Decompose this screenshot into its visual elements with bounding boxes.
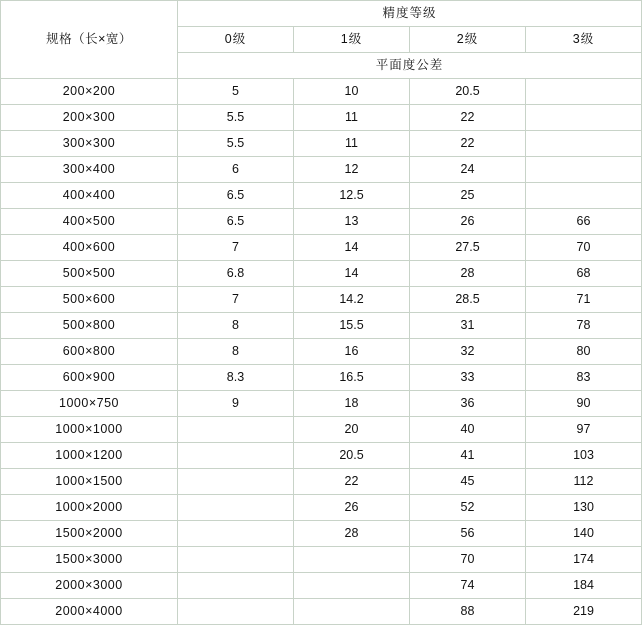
cell-grade-0: 6.5 [178,183,294,209]
cell-grade-0 [178,521,294,547]
cell-spec: 1500×2000 [1,521,178,547]
cell-spec: 400×400 [1,183,178,209]
header-cell-accuracy-grade: 精度等级 [178,1,642,27]
cell-grade-0 [178,469,294,495]
cell-grade-3: 103 [526,443,642,469]
cell-grade-0 [178,443,294,469]
cell-grade-0 [178,417,294,443]
cell-grade-1 [294,573,410,599]
cell-grade-1 [294,599,410,625]
cell-grade-3: 112 [526,469,642,495]
table-row [1,261,642,287]
cell-grade-3: 184 [526,573,642,599]
cell-grade-1: 12.5 [294,183,410,209]
cell-grade-0: 5 [178,79,294,105]
cell-grade-2: 32 [410,339,526,365]
cell-grade-2: 31 [410,313,526,339]
cell-spec: 2000×4000 [1,599,178,625]
cell-grade-0: 8 [178,313,294,339]
cell-grade-3: 219 [526,599,642,625]
header-cell-grade-3: 3级 [526,27,642,53]
cell-grade-1: 18 [294,391,410,417]
cell-grade-2: 40 [410,417,526,443]
cell-spec: 200×200 [1,79,178,105]
cell-grade-0: 5.5 [178,131,294,157]
table-row [1,209,642,235]
cell-grade-1: 13 [294,209,410,235]
cell-grade-2: 27.5 [410,235,526,261]
header-cell-grade-2: 2级 [410,27,526,53]
cell-spec: 400×500 [1,209,178,235]
table-row [1,469,642,495]
cell-grade-3: 78 [526,313,642,339]
table-header-row-accuracy [1,1,642,27]
cell-spec: 1000×750 [1,391,178,417]
cell-grade-3 [526,105,642,131]
cell-spec: 1500×3000 [1,547,178,573]
cell-spec: 500×600 [1,287,178,313]
table-row [1,105,642,131]
cell-grade-0 [178,599,294,625]
table-row [1,287,642,313]
cell-spec: 2000×3000 [1,573,178,599]
cell-grade-0: 8.3 [178,365,294,391]
cell-grade-3: 68 [526,261,642,287]
cell-grade-1: 20.5 [294,443,410,469]
cell-grade-0 [178,547,294,573]
table-row [1,573,642,599]
cell-grade-3: 66 [526,209,642,235]
table-row [1,79,642,105]
cell-grade-3 [526,79,642,105]
cell-grade-2: 36 [410,391,526,417]
header-cell-spec: 规格（长×宽） [1,1,178,79]
cell-grade-1 [294,547,410,573]
cell-grade-1: 11 [294,131,410,157]
cell-grade-0: 7 [178,235,294,261]
cell-grade-1: 10 [294,79,410,105]
cell-grade-1: 14.2 [294,287,410,313]
cell-grade-1: 22 [294,469,410,495]
cell-grade-2: 22 [410,105,526,131]
cell-grade-3: 174 [526,547,642,573]
cell-grade-0: 6.5 [178,209,294,235]
cell-grade-1: 12 [294,157,410,183]
cell-grade-3: 71 [526,287,642,313]
cell-grade-2: 52 [410,495,526,521]
table-row [1,495,642,521]
cell-grade-2: 56 [410,521,526,547]
header-cell-flatness-tolerance: 平面度公差 [178,53,642,79]
cell-spec: 600×800 [1,339,178,365]
cell-grade-1: 11 [294,105,410,131]
table-body [1,1,642,625]
cell-grade-0: 7 [178,287,294,313]
cell-grade-0: 8 [178,339,294,365]
cell-spec: 500×800 [1,313,178,339]
cell-grade-2: 22 [410,131,526,157]
cell-grade-1: 16 [294,339,410,365]
cell-grade-0: 9 [178,391,294,417]
cell-grade-2: 25 [410,183,526,209]
table-row [1,235,642,261]
table-row [1,183,642,209]
cell-grade-1: 26 [294,495,410,521]
cell-grade-3: 130 [526,495,642,521]
cell-grade-2: 33 [410,365,526,391]
cell-grade-1: 14 [294,261,410,287]
cell-grade-2: 41 [410,443,526,469]
cell-spec: 200×300 [1,105,178,131]
table-row [1,339,642,365]
cell-grade-3: 80 [526,339,642,365]
cell-grade-3: 90 [526,391,642,417]
cell-grade-2: 88 [410,599,526,625]
cell-grade-2: 24 [410,157,526,183]
cell-grade-2: 28.5 [410,287,526,313]
table-row [1,547,642,573]
cell-grade-2: 20.5 [410,79,526,105]
cell-spec: 300×300 [1,131,178,157]
table-row [1,417,642,443]
cell-grade-3 [526,157,642,183]
cell-grade-2: 28 [410,261,526,287]
cell-grade-1: 14 [294,235,410,261]
header-cell-grade-1: 1级 [294,27,410,53]
cell-grade-3: 70 [526,235,642,261]
cell-spec: 1000×1000 [1,417,178,443]
cell-grade-2: 70 [410,547,526,573]
table-row [1,157,642,183]
cell-grade-3: 97 [526,417,642,443]
cell-grade-0 [178,495,294,521]
cell-spec: 1000×1200 [1,443,178,469]
table-row [1,443,642,469]
table-row [1,599,642,625]
table-row [1,313,642,339]
cell-spec: 400×600 [1,235,178,261]
header-cell-grade-0: 0级 [178,27,294,53]
table-row [1,365,642,391]
cell-spec: 1000×1500 [1,469,178,495]
cell-grade-0: 5.5 [178,105,294,131]
cell-spec: 1000×2000 [1,495,178,521]
cell-grade-3: 140 [526,521,642,547]
cell-spec: 500×500 [1,261,178,287]
table-row [1,131,642,157]
cell-spec: 600×900 [1,365,178,391]
cell-grade-1: 28 [294,521,410,547]
cell-grade-1: 16.5 [294,365,410,391]
cell-spec: 300×400 [1,157,178,183]
table-row [1,521,642,547]
cell-grade-1: 15.5 [294,313,410,339]
cell-grade-1: 20 [294,417,410,443]
cell-grade-0: 6 [178,157,294,183]
table-row [1,391,642,417]
cell-grade-0 [178,573,294,599]
cell-grade-2: 26 [410,209,526,235]
cell-grade-3: 83 [526,365,642,391]
cell-grade-3 [526,131,642,157]
cell-grade-0: 6.8 [178,261,294,287]
cell-grade-2: 74 [410,573,526,599]
cell-grade-2: 45 [410,469,526,495]
cell-grade-3 [526,183,642,209]
